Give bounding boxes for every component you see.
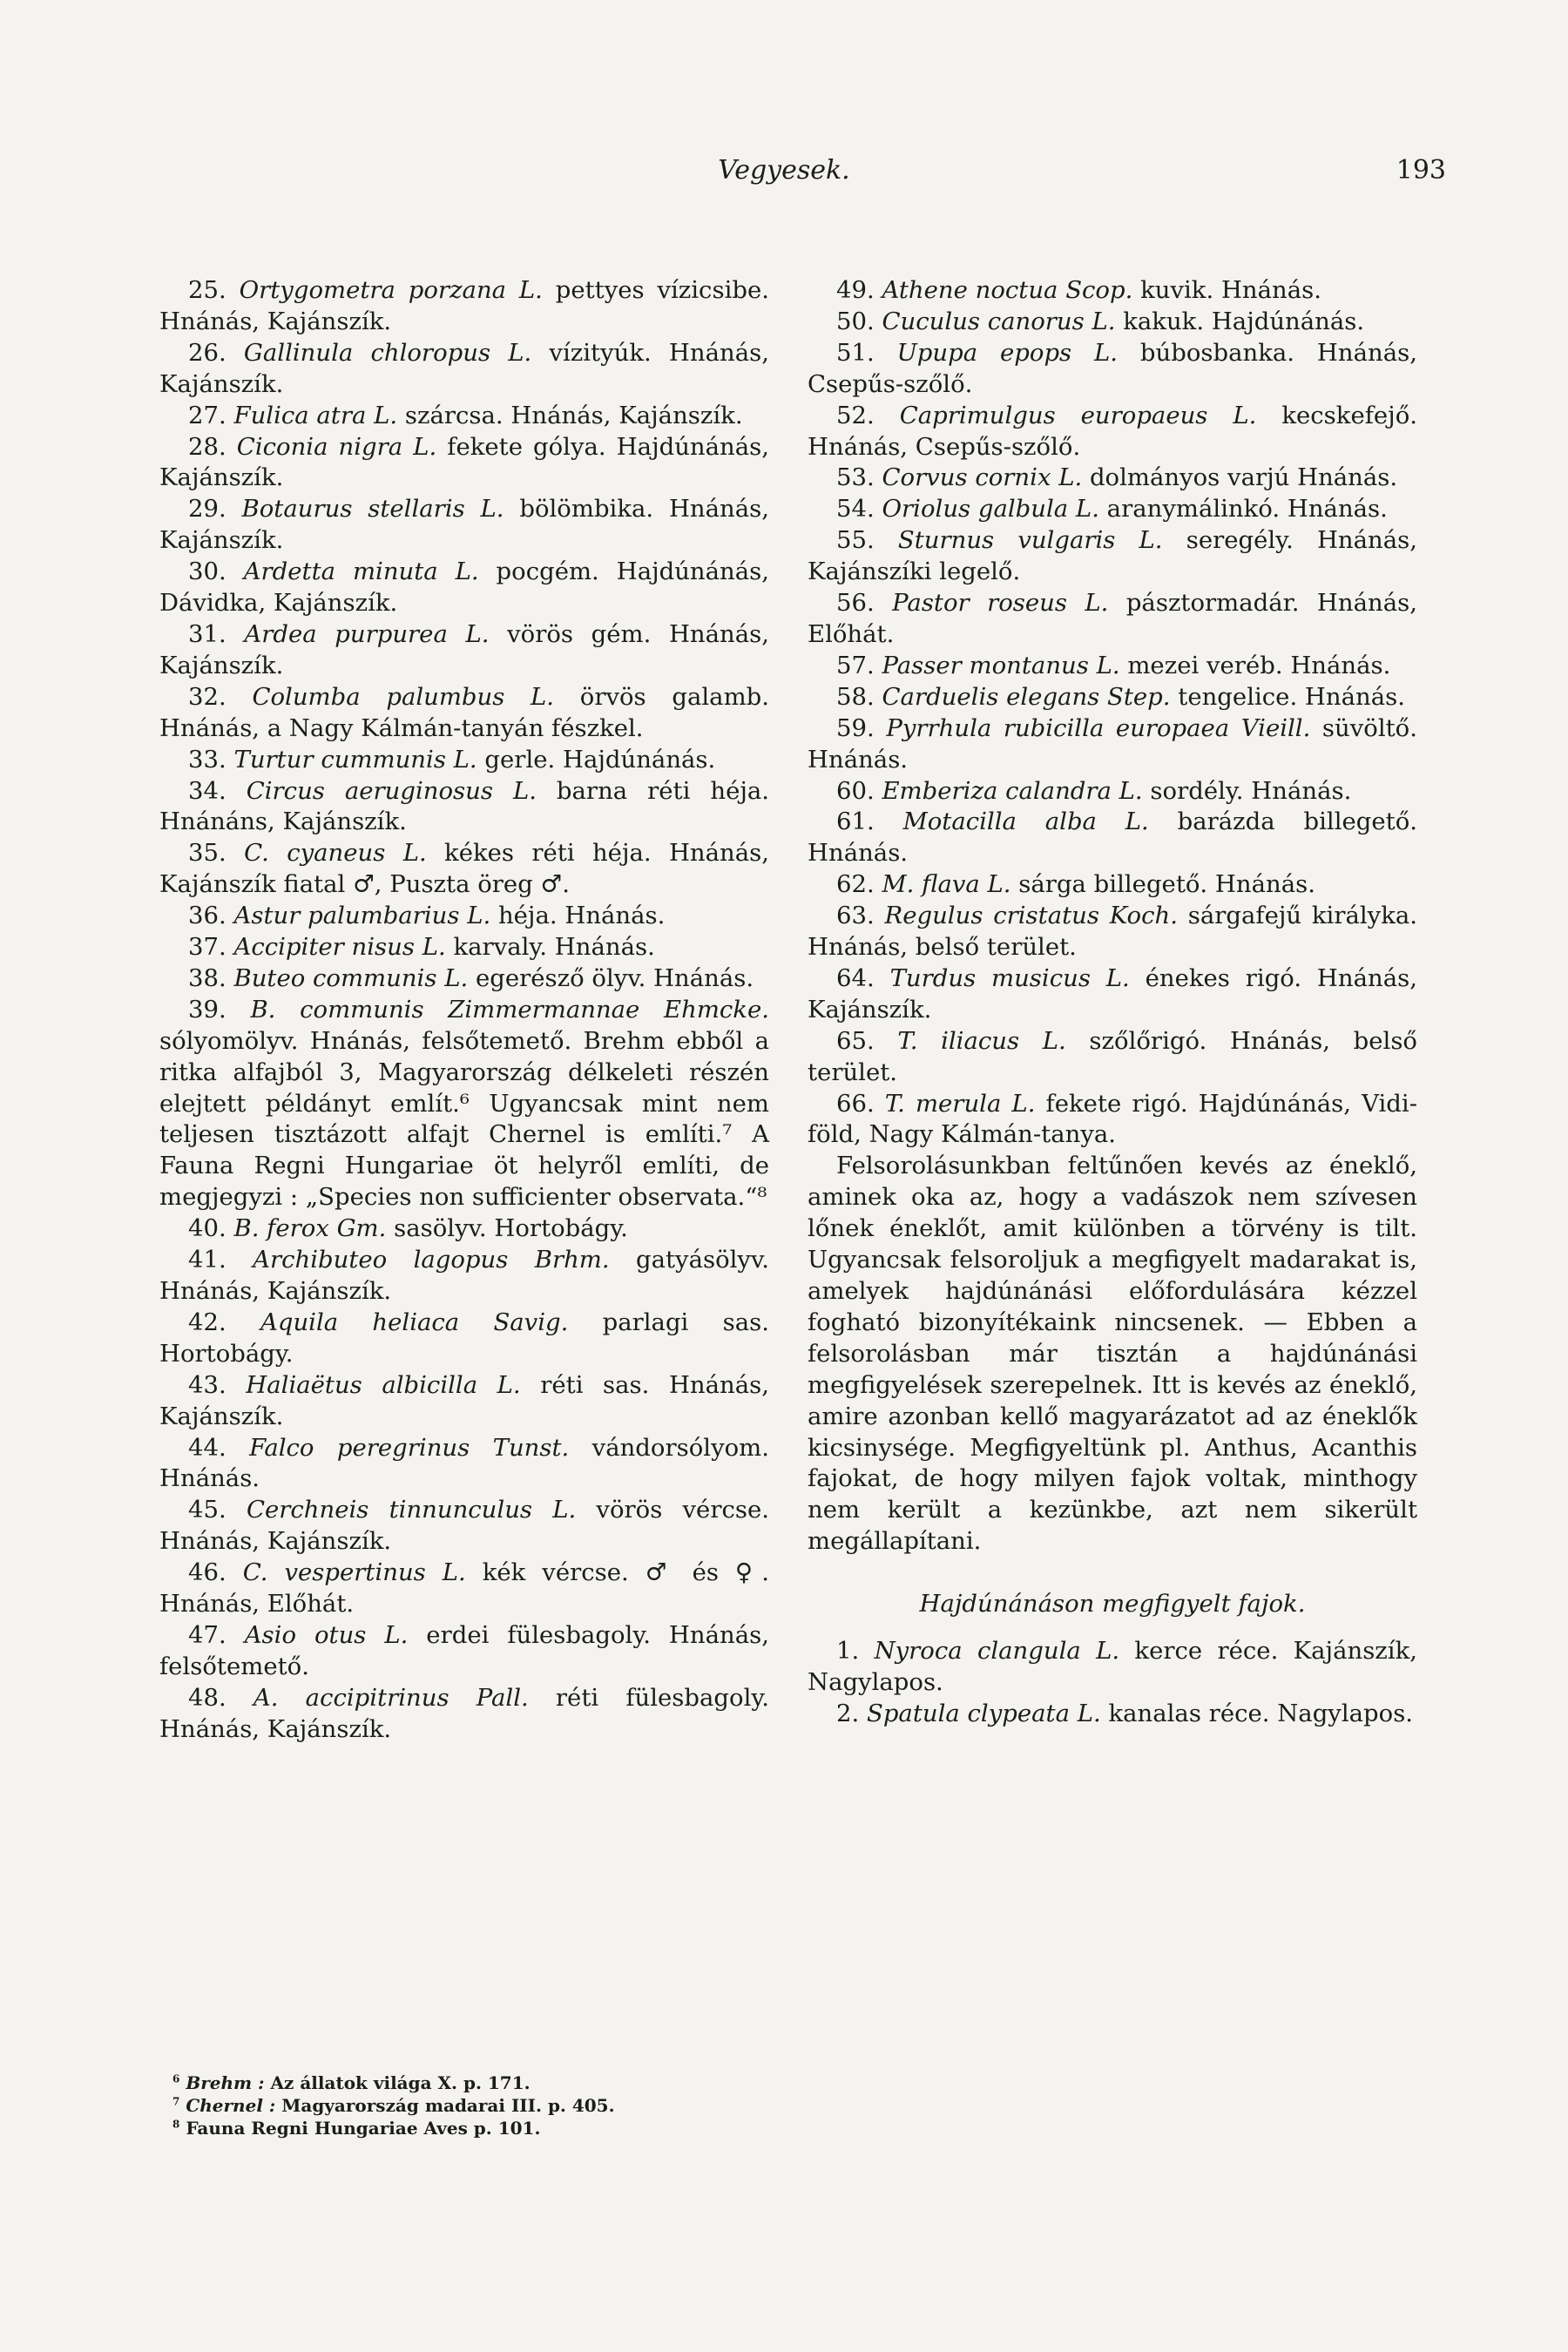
entry-text: kanalas réce. Nagylapos. — [1100, 1699, 1414, 1727]
entry-number: 27. — [188, 401, 234, 429]
species-name: Falco peregrinus Tunst. — [249, 1433, 570, 1462]
entry-number: 31. — [188, 619, 245, 648]
species-entry — [159, 1308, 769, 1370]
species-name: Haliaëtus albicilla L. — [246, 1370, 521, 1399]
entry-number: 56. — [836, 589, 893, 618]
species-name: Sturnus vulgaris L. — [897, 526, 1163, 555]
entry-text: szőlőrigó. Hnánás, belső terület. — [808, 1026, 1417, 1086]
species-name: A. accipitrinus Pall. — [253, 1683, 529, 1712]
species-name: C. cyaneus L. — [244, 839, 427, 868]
species-entry — [159, 776, 769, 839]
entry-text: mezei veréb. Hnánás. — [1119, 651, 1391, 679]
observed-species-list — [808, 1636, 1417, 1730]
entry-text: kékes réti héja. Hnánás, Kajánszík fiatal ♂, Puszta öreg ♂. — [159, 839, 769, 899]
footnote-text: Az állatok világa X. p. 171. — [264, 2072, 531, 2093]
footnote-mark: 6 — [172, 2072, 180, 2085]
entry-text: örvös galamb. Hnánás, a Nagy Kálmán-tanyán fészkel. — [159, 682, 769, 742]
footnote-author: Brehm : — [186, 2072, 265, 2093]
species-entry — [808, 901, 1417, 963]
entry-number: 33. — [188, 745, 234, 774]
species-entry — [159, 1620, 769, 1683]
footnote — [172, 2117, 782, 2139]
entry-text: barna réti héja. Hnánáns, Kajánszík. — [159, 776, 770, 836]
entry-text: gerle. Hajdúnánás. — [476, 745, 716, 774]
species-name: Spatula clypeata L. — [866, 1699, 1101, 1727]
species-entry — [159, 682, 769, 745]
species-entry — [808, 1636, 1417, 1699]
species-entry — [808, 807, 1417, 869]
entry-text: pettyes vízicsibe. Hnánás, Kajánszík. — [159, 276, 769, 335]
species-name: Fulica atra L. — [233, 401, 398, 429]
species-entry — [159, 401, 769, 432]
entry-number: 46. — [188, 1558, 243, 1587]
entry-number: 48. — [188, 1683, 253, 1712]
species-name: Pastor roseus L. — [892, 589, 1109, 618]
species-entry — [808, 275, 1417, 307]
footnote-mark: 7 — [172, 2095, 180, 2108]
entry-text: egerésző ölyv. Hnánás. — [468, 963, 754, 992]
species-name: Asio otus L. — [244, 1620, 409, 1649]
entry-text: vörös vércse. Hnánás, Kajánszík. — [159, 1496, 769, 1556]
entry-text: parlagi sas. Hortobágy. — [159, 1308, 769, 1368]
footnote-text: Magyarország madarai III. p. 405. — [275, 2095, 615, 2116]
species-entry — [159, 1245, 769, 1308]
species-name: Pyrrhula rubicilla europaea Vieill. — [886, 713, 1311, 742]
species-name: Aquila heliaca Savig. — [260, 1308, 569, 1336]
species-entry — [159, 963, 769, 995]
entry-number: 32. — [188, 682, 253, 711]
entry-number: 47. — [188, 1620, 245, 1649]
entry-number: 26. — [188, 338, 244, 367]
entry-text: fekete rigó. Hajdúnánás, Vidi-föld, Nagy Kálmán-tanya. — [808, 1089, 1417, 1149]
entry-text: vízityúk. Hnánás, Kajánszík. — [159, 338, 769, 398]
species-entry — [808, 463, 1417, 494]
species-name: Ardetta minuta L. — [243, 558, 479, 586]
entry-text: énekes rigó. Hnánás, Kajánszík. — [808, 963, 1417, 1024]
entry-number: 64. — [836, 963, 890, 992]
species-name: B. ferox Gm. — [233, 1214, 387, 1243]
entry-text: sordély. Hnánás. — [1142, 776, 1352, 805]
entry-text: tengelice. Hnánás. — [1170, 682, 1405, 711]
entry-text: pocgém. Hajdúnánás, Dávidka, Kajánszík. — [159, 558, 770, 618]
species-name: Turdus musicus L. — [889, 963, 1130, 992]
species-name: Oriolus galbula L. — [882, 495, 1099, 524]
entry-text: kecskefejő. Hnánás, Csepűs-szőlő. — [808, 401, 1417, 461]
species-name: Accipiter nisus L. — [233, 933, 446, 962]
entry-text: vándorsólyom. Hnánás. — [159, 1433, 769, 1493]
footnote — [172, 2072, 782, 2094]
entry-number: 29. — [188, 495, 242, 524]
entry-number: 25. — [188, 276, 240, 304]
entry-text: karvaly. Hnánás. — [445, 933, 655, 962]
entry-text: héja. Hnánás. — [490, 902, 666, 930]
species-entry — [159, 1370, 769, 1433]
species-entry — [808, 651, 1417, 682]
entry-text: kakuk. Hajdúnánás. — [1115, 307, 1365, 335]
entry-text: süvöltő. Hnánás. — [808, 713, 1417, 774]
species-entry — [808, 776, 1417, 808]
species-name: Ciconia nigra L. — [236, 432, 437, 461]
species-name: Botaurus stellaris L. — [241, 495, 504, 524]
species-name: C. vespertinus L. — [242, 1558, 466, 1587]
entry-text: dolmányos varjú Hnánás. — [1082, 463, 1398, 492]
entry-text: sárga billegető. Hnánás. — [1010, 870, 1315, 899]
species-name: Cerchneis tinnunculus L. — [246, 1496, 577, 1524]
entry-number: 1. — [836, 1637, 875, 1666]
species-entry — [808, 713, 1417, 776]
entry-text: kék vércse. ♂ és ♀. Hnánás, Előhát. — [159, 1558, 769, 1619]
species-name: Passer montanus L. — [882, 651, 1120, 679]
species-entry — [808, 1699, 1417, 1730]
entry-number: 58. — [836, 682, 882, 711]
entry-number: 55. — [836, 526, 898, 555]
footnote-mark: 8 — [172, 2118, 180, 2131]
species-name: Buteo communis L. — [233, 963, 469, 992]
species-name: Regulus cristatus Koch. — [884, 902, 1178, 930]
species-entry — [808, 1026, 1417, 1089]
species-entry — [159, 901, 769, 932]
species-name: B. communis Zimmermannae Ehmcke. — [250, 995, 769, 1024]
species-entry — [159, 619, 769, 682]
entry-number: 28. — [188, 432, 237, 461]
entry-number: 34. — [188, 776, 247, 805]
species-entry — [808, 494, 1417, 525]
species-entry — [808, 869, 1417, 901]
species-entry — [159, 275, 769, 338]
species-entry — [159, 995, 769, 1213]
entry-number: 38. — [188, 963, 234, 992]
entry-number: 49. — [836, 276, 882, 304]
entry-text: szárcsa. Hnánás, Kajánszík. — [397, 401, 743, 429]
right-column — [808, 275, 1417, 1730]
section-heading: Hajdúnánáson megfigyelt fajok. — [919, 1590, 1306, 1619]
discussion-paragraph: Felsorolásunkban feltűnően kevés az éneklő, aminek oka az, hogy a vadászok nem szívesen lőnek éneklőt, amit különben a törvény is tilt. Ugyancsak felsoroljuk a megfigyelt madarakat is, amelyek hajdúnánási előfordulására kézzel fogható bizonyítékaink nincsenek. — Ebben a felsorolásban már tisztán a hajdúnánási megfigyelések szerepelnek. Itt is kevés az éneklő, amire azonban kellő magyarázatot ad az éneklők kicsinysége. Megfigyeltünk pl. Anthus, Acanthis fajokat, de hogy milyen fajok voltak, minthogy nem került a kezünkbe, azt nem sikerült megállapítani. — [808, 1152, 1417, 1556]
species-name: Gallinula chloropus L. — [243, 338, 532, 367]
entry-number: 35. — [188, 839, 245, 868]
species-entry — [808, 307, 1417, 338]
entry-number: 37. — [188, 933, 234, 962]
entry-number: 59. — [836, 713, 887, 742]
species-entry — [159, 838, 769, 901]
entry-text: pásztormadár. Hnánás, Előhát. — [808, 589, 1417, 648]
entry-text: kerce réce. Kajánszík, Nagylapos. — [808, 1637, 1417, 1696]
species-name: Circus aeruginosus L. — [246, 776, 537, 805]
entry-text: barázda billegető. Hnánás. — [808, 808, 1417, 868]
species-name: Archibuteo lagopus Brhm. — [253, 1246, 610, 1274]
species-name: Astur palumbarius L. — [233, 902, 491, 930]
entry-number: 39. — [188, 995, 251, 1024]
entry-number: 42. — [188, 1308, 260, 1336]
species-entry — [808, 682, 1417, 713]
species-name: Caprimulgus europaeus L. — [899, 401, 1257, 429]
entry-text: búbosbanka. Hnánás, Csepűs-szőlő. — [808, 338, 1417, 398]
species-entry — [159, 557, 769, 619]
entry-text: réti fülesbagoly. Hnánás, Kajánszík. — [159, 1683, 769, 1743]
species-entry — [808, 588, 1417, 651]
entry-number: 62. — [836, 870, 882, 899]
entry-text: aranymálinkó. Hnánás. — [1098, 495, 1388, 524]
species-entry — [159, 1495, 769, 1558]
entry-text: gatyásölyv. Hnánás, Kajánszík. — [159, 1246, 769, 1305]
species-name: Upupa epops L. — [896, 338, 1119, 367]
entry-number: 40. — [188, 1214, 234, 1243]
entry-number: 65. — [836, 1026, 898, 1055]
species-entry — [808, 963, 1417, 1026]
species-entry — [159, 745, 769, 776]
species-list-continued — [808, 275, 1417, 1151]
entry-number: 63. — [836, 902, 885, 930]
species-entry — [808, 401, 1417, 463]
species-name: Columba palumbus L. — [252, 682, 555, 711]
entry-number: 50. — [836, 307, 882, 335]
footnote-author: Chernel : — [186, 2095, 276, 2116]
entry-text: vörös gém. Hnánás, Kajánszík. — [159, 619, 769, 679]
entry-number: 2. — [836, 1699, 867, 1727]
entry-text: sólyomölyv. Hnánás, felsőtemető. Brehm ebből a ritka alfajból 3, Magyarország délkeleti részén elejtett példányt említ.⁶ Ugyancsak mint nem teljesen tisztázott alfajt Chernel is említi.⁷ A Fauna Regni Hungariae öt helyről említi, de megjegyzi : „Species non sufficienter observata.“⁸ — [159, 1026, 769, 1212]
entry-text: fekete gólya. Hajdúnánás, Kajánszík. — [159, 432, 769, 492]
species-entry — [159, 932, 769, 963]
footnote-text: Fauna Regni Hungariae Aves p. 101. — [186, 2118, 541, 2139]
species-name: Cuculus canorus L. — [882, 307, 1116, 335]
species-entry — [159, 338, 769, 401]
species-name: Turtur cummunis L. — [233, 745, 477, 774]
species-name: Ardea purpurea L. — [244, 619, 490, 648]
species-entry — [808, 338, 1417, 401]
entry-number: 52. — [836, 401, 900, 429]
entry-number: 53. — [836, 463, 882, 492]
species-name: T. iliacus L. — [897, 1026, 1066, 1055]
species-name: Motacilla alba L. — [902, 808, 1149, 836]
entry-number: 30. — [188, 558, 244, 586]
page-number: 193 — [1396, 155, 1446, 186]
entry-number: 41. — [188, 1246, 253, 1274]
entry-number: 61. — [836, 808, 903, 836]
species-name: T. merula L. — [884, 1089, 1036, 1118]
entry-text: kuvik. Hnánás. — [1132, 276, 1321, 304]
species-entry — [159, 1683, 769, 1746]
footnotes — [172, 2072, 782, 2139]
species-entry — [808, 1089, 1417, 1152]
species-entry — [808, 525, 1417, 588]
entry-text: bölömbika. Hnánás, Kajánszík. — [159, 495, 769, 555]
entry-number: 36. — [188, 902, 234, 930]
species-name: Carduelis elegans Step. — [882, 682, 1171, 711]
entry-text: erdei fülesbagoly. Hnánás, felsőtemető. — [159, 1620, 769, 1680]
entry-number: 57. — [836, 651, 882, 679]
entry-text: réti sas. Hnánás, Kajánszík. — [159, 1370, 769, 1430]
entry-text: sasölyv. Hortobágy. — [386, 1214, 628, 1243]
entry-text: seregély. Hnánás, Kajánszíki legelő. — [808, 526, 1417, 586]
species-name: Nyroca clangula L. — [874, 1637, 1120, 1666]
species-entry — [159, 494, 769, 557]
species-name: M. flava L. — [882, 870, 1011, 899]
species-name: Ortygometra porzana L. — [239, 276, 543, 304]
entry-number: 54. — [836, 495, 882, 524]
entry-number: 43. — [188, 1370, 247, 1399]
entry-number: 60. — [836, 776, 882, 805]
running-title: Vegyesek. — [718, 155, 850, 186]
left-column — [159, 275, 769, 1746]
species-name: Emberiza calandra L. — [882, 776, 1143, 805]
species-entry — [159, 1558, 769, 1620]
entry-number: 51. — [836, 338, 897, 367]
species-entry — [159, 1213, 769, 1245]
entry-number: 66. — [836, 1089, 885, 1118]
entry-number: 45. — [188, 1496, 247, 1524]
footnote — [172, 2094, 782, 2117]
species-entry — [159, 1433, 769, 1496]
species-name: Corvus cornix L. — [882, 463, 1083, 492]
species-entry — [159, 432, 769, 495]
entry-text: sárgafejű királyka. Hnánás, belső terület. — [808, 902, 1417, 962]
species-name: Athene noctua Scop. — [882, 276, 1133, 304]
entry-number: 44. — [188, 1433, 250, 1462]
